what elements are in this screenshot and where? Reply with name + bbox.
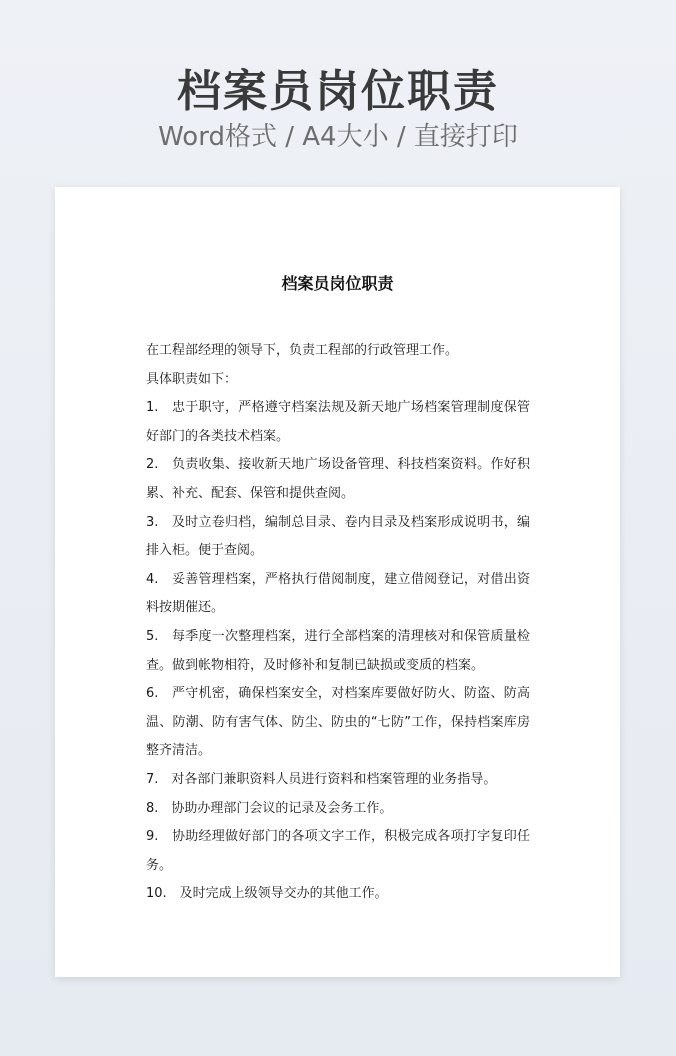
duty-item-6: 6. 严守机密，确保档案安全，对档案库要做好防火、防盗、防高温、防潮、防有害气体、防尘、防虫的“七防”工作，保持档案库房整齐清洁。 <box>146 686 530 759</box>
duty-item-4: 4. 妥善管理档案，严格执行借阅制度，建立借阅登记，对借出资料按期催还。 <box>146 571 530 616</box>
duty-item-5: 5. 每季度一次整理档案，进行全部档案的清理核对和保管质量检查。做到帐物相符，及时修补和复制已缺损或变质的档案。 <box>146 628 530 673</box>
duty-item-7: 7. 对各部门兼职资料人员进行资料和档案管理的业务指导。 <box>146 771 497 787</box>
intro-paragraph: 在工程部经理的领导下，负责工程部的行政管理工作。 <box>146 343 459 358</box>
duty-item-3: 3. 及时立卷归档，编制总目录、卷内目录及档案形成说明书，编排入柜。便于查阅。 <box>146 514 530 559</box>
duty-item-8: 8. 协助办理部门会议的记录及会务工作。 <box>146 800 393 816</box>
document-title: 档案员岗位职责 <box>281 274 394 293</box>
duty-item-9: 9. 协助经理做好部门的各项文字工作，积极完成各项打字复印任务。 <box>146 829 530 873</box>
duty-item-2: 2. 负责收集、接收新天地广场设备管理、科技档案资料。作好积累、补充、配套、保管和提供查阅。 <box>146 457 530 501</box>
banner-title: 档案员岗位职责 <box>177 66 499 117</box>
banner-subtitle: Word格式 / A4大小 / 直接打印 <box>158 122 518 152</box>
document-body <box>146 337 530 909</box>
document-page <box>55 187 620 977</box>
duties-heading: 具体职责如下： <box>146 371 238 387</box>
duty-item-1: 1. 忠于职守，严格遵守档案法规及新天地广场档案管理制度保管好部门的各类技术档案。 <box>146 400 530 444</box>
duty-item-10: 10. 及时完成上级领导交办的其他工作。 <box>146 886 388 902</box>
